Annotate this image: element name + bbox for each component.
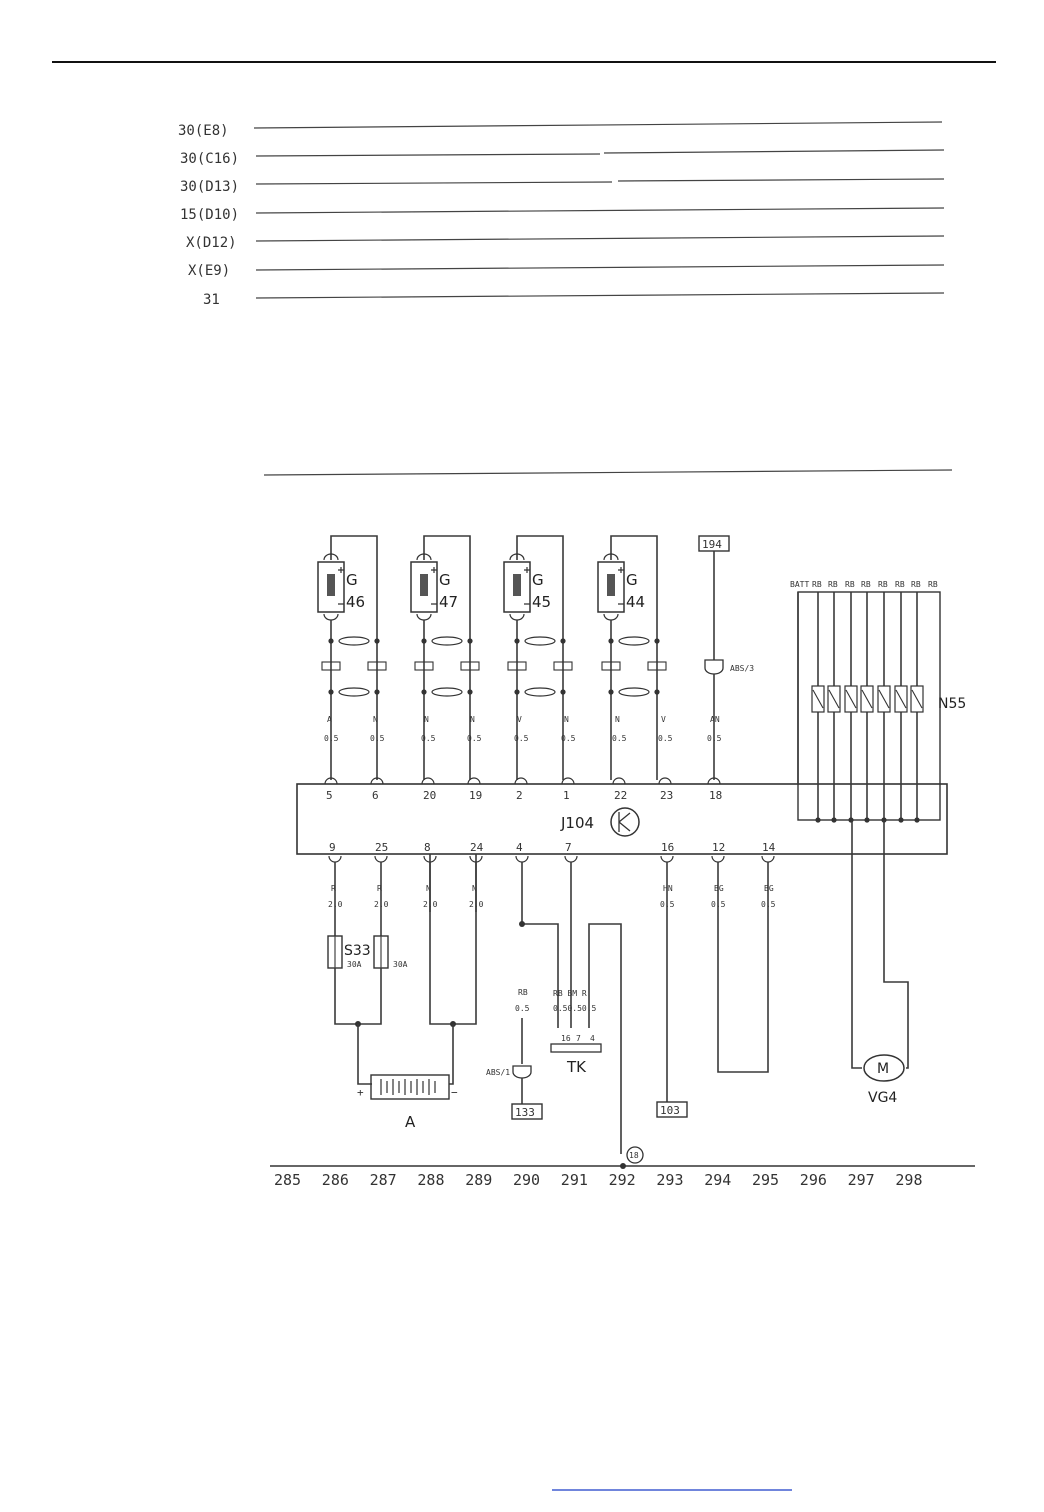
sensor-sign [431, 567, 437, 604]
sensor-number: 44 [626, 593, 646, 611]
column-number: 285 [274, 1171, 302, 1189]
wire-size: 0.5 [561, 734, 576, 743]
wire-size: 0.5 [324, 734, 339, 743]
bg-loop-wire [718, 912, 768, 1072]
pin-connector-icon [565, 856, 577, 862]
column-number: 293 [656, 1171, 684, 1189]
wire-color: R [377, 884, 382, 893]
pin-connector-icon [661, 856, 673, 862]
junction [328, 638, 333, 643]
tk-label: TK [567, 1058, 586, 1076]
pin-number: 19 [469, 789, 483, 802]
wire [884, 820, 908, 1068]
wire-color: V [517, 715, 522, 724]
rail-label-30-e8: 30(E8) [178, 123, 229, 139]
tk-wire-colors: RB BM R [553, 989, 587, 998]
column-number: 290 [513, 1171, 541, 1189]
pin-connector-icon [762, 856, 774, 862]
wire-size: 0.5 [612, 734, 627, 743]
junction [864, 817, 869, 822]
n55-pin-label: RB [861, 580, 871, 589]
junction [519, 921, 525, 927]
wire-size: 2.0 [328, 900, 343, 909]
pin-number: 20 [423, 789, 437, 802]
wire [335, 986, 381, 1024]
sensor-core [607, 574, 615, 596]
battery-label: A [405, 1113, 416, 1131]
tk-pin: 4 [590, 1034, 595, 1043]
wire-color: N [373, 715, 378, 724]
n55-pin-label: RB [895, 580, 905, 589]
wire-size: 2.0 [469, 900, 484, 909]
rail-line [256, 208, 944, 213]
sensor-number: 46 [346, 593, 366, 611]
shield-icon [432, 637, 462, 645]
abs3-connector-icon [705, 660, 723, 674]
fuse-rating: 30A [393, 960, 408, 969]
column-number: 291 [560, 1171, 588, 1189]
wire-color: N [564, 715, 569, 724]
pin-number: 24 [470, 841, 484, 854]
junction [421, 638, 426, 643]
sensor [504, 536, 572, 780]
rail-line [256, 182, 612, 184]
ref-103-label: 103 [660, 1104, 680, 1117]
wire-color: N [426, 884, 431, 893]
sensor-letter: G [532, 571, 544, 589]
motor-label: VG4 [868, 1090, 898, 1106]
column-number: 296 [799, 1171, 827, 1189]
wire-size: 0.5 [370, 734, 385, 743]
junction [608, 638, 613, 643]
shield-icon [525, 637, 555, 645]
shield-icon [619, 637, 649, 645]
rail-label-30-d13: 30(D13) [180, 179, 240, 195]
rail-line [256, 236, 944, 241]
motor-symbol: M [877, 1061, 890, 1077]
column-number: 289 [465, 1171, 493, 1189]
transistor-icon [611, 808, 639, 836]
transistor-icon-lines [619, 812, 630, 832]
junction [848, 817, 853, 822]
wire-color: N [470, 715, 475, 724]
wire-size: 0.5 [514, 734, 529, 743]
upper-wire [658, 715, 673, 802]
n55-pin-label: BATT [790, 580, 810, 589]
pin-number: 16 [661, 841, 675, 854]
wire-color: N [472, 884, 477, 893]
wire-color: HN [663, 884, 673, 893]
junction [374, 638, 379, 643]
pin-connector-icon [659, 778, 671, 784]
rail-label-x-e9: X(E9) [188, 263, 231, 279]
sensor-sign [524, 567, 530, 604]
sensor [318, 536, 386, 780]
column-number: 286 [321, 1171, 349, 1189]
abs3-label: ABS/3 [730, 664, 755, 673]
battery-icon [371, 1075, 449, 1099]
rail-label-x-d12: X(D12) [186, 235, 237, 251]
rail-line [264, 470, 952, 475]
pin-number: 1 [563, 789, 570, 802]
sensor-core [420, 574, 428, 596]
battery-plus: + [357, 1086, 364, 1099]
rail-line [604, 150, 944, 153]
shield-icon [525, 688, 555, 696]
wire-color: RB [518, 988, 528, 997]
sensor-letter: G [626, 571, 638, 589]
shield-icon [619, 688, 649, 696]
fuse-s33 [328, 854, 476, 1084]
wire-size: 0.5 [761, 900, 776, 909]
wire-color: V [661, 715, 666, 724]
rail-label-15-d10: 15(D10) [180, 207, 240, 223]
junction [560, 689, 565, 694]
sensor-letter: G [439, 571, 451, 589]
pin-number: 25 [375, 841, 389, 854]
junction [467, 689, 472, 694]
lower-wire [565, 841, 577, 862]
shield-icon [432, 688, 462, 696]
ecu-upper-wires [324, 715, 722, 802]
pin-connector-icon [375, 856, 387, 862]
wire-size: 0.5 [658, 734, 673, 743]
ref-103-branch [657, 912, 687, 1117]
pin-number: 7 [565, 841, 572, 854]
junction [467, 638, 472, 643]
junction [560, 638, 565, 643]
rail-line [256, 293, 944, 298]
tk-pin: 16 [561, 1034, 571, 1043]
junction [815, 817, 820, 822]
shield-icon [339, 688, 369, 696]
wire-size: 0.5 [660, 900, 675, 909]
wire-color: A [327, 715, 332, 724]
pin-number: 8 [424, 841, 431, 854]
rail-line [256, 154, 600, 156]
junction [328, 689, 333, 694]
junction [914, 817, 919, 822]
abs1-branch [486, 1018, 542, 1119]
column-number: 298 [895, 1171, 923, 1189]
lower-wire [328, 841, 343, 936]
column-numbers [274, 1171, 922, 1189]
fuse-label: S33 [344, 943, 371, 959]
pin-number: 6 [372, 789, 379, 802]
wire [852, 820, 862, 1068]
fuse-rating: 30A [347, 960, 362, 969]
sensor-number: 45 [532, 593, 552, 611]
pin-number: 4 [516, 841, 523, 854]
wheel-speed-sensors [318, 536, 666, 780]
ref-194-label: 194 [702, 538, 722, 551]
rail-line [254, 122, 942, 128]
wire-color: R [331, 884, 336, 893]
junction [831, 817, 836, 822]
n55-pin-label: RB [928, 580, 938, 589]
n55-pin-label: RB [812, 580, 822, 589]
supply-rails [178, 122, 952, 475]
pin-number: 9 [329, 841, 336, 854]
junction [608, 689, 613, 694]
wire-size: 2.0 [423, 900, 438, 909]
pin-number: 5 [326, 789, 333, 802]
column-number: 287 [369, 1171, 397, 1189]
rail-label-31: 31 [203, 292, 220, 308]
pin-number: 12 [712, 841, 726, 854]
n55-label: N55 [938, 696, 967, 712]
wire-size: 0.5 [707, 734, 722, 743]
sensor [598, 536, 666, 780]
wire [335, 968, 381, 986]
motor-vg4 [852, 820, 908, 1106]
wire-size: 0.5 [467, 734, 482, 743]
ecu-label: J104 [561, 814, 595, 832]
abs3-branch [699, 536, 754, 780]
column-number: 292 [608, 1171, 636, 1189]
wire-size: 0.5 [515, 1004, 530, 1013]
sensor-core [513, 574, 521, 596]
column-number: 288 [417, 1171, 445, 1189]
pin-connector-icon [613, 778, 625, 784]
pin-number: 2 [516, 789, 523, 802]
tk-pin: 7 [576, 1034, 581, 1043]
lower-wire [374, 841, 389, 936]
junction [421, 689, 426, 694]
junction [654, 638, 659, 643]
pin-number: 14 [762, 841, 776, 854]
wire-color: BG [714, 884, 724, 893]
battery-minus: − [451, 1086, 458, 1099]
n55-pin-label: RB [828, 580, 838, 589]
shield-icon [339, 637, 369, 645]
rail-label-30-c16: 30(C16) [180, 151, 240, 167]
sensor-letter: G [346, 571, 358, 589]
wire-size: 0.5 [711, 900, 726, 909]
wire-color: AN [710, 715, 720, 724]
sensor-core [327, 574, 335, 596]
wire-size: 0.5 [421, 734, 436, 743]
pin-number: 22 [614, 789, 628, 802]
junction [898, 817, 903, 822]
sensor [411, 536, 479, 780]
battery-cells [381, 1079, 435, 1095]
junction [654, 689, 659, 694]
wire-color: N [424, 715, 429, 724]
pin-connector-icon [712, 856, 724, 862]
junction [514, 689, 519, 694]
lower-wire [761, 841, 776, 912]
column-number: 295 [752, 1171, 780, 1189]
junction [514, 638, 519, 643]
battery-a [357, 1075, 458, 1131]
rail-line [256, 265, 944, 270]
pin-connector-icon [516, 856, 528, 862]
sensor-sign [338, 567, 344, 604]
pin-number: 18 [709, 789, 723, 802]
n55-resistor-pack [790, 580, 966, 823]
junction [374, 689, 379, 694]
rail-line [618, 179, 944, 181]
upper-wire [612, 715, 627, 802]
ecu-lower-wires [328, 841, 776, 1013]
pin-number: 23 [660, 789, 674, 802]
tk-box [551, 1044, 601, 1052]
abs1-connector-icon [513, 1066, 531, 1078]
wire-color: BG [764, 884, 774, 893]
column-number: 294 [704, 1171, 732, 1189]
n55-pin-label: RB [911, 580, 921, 589]
wire-size: 2.0 [374, 900, 389, 909]
ref-133-label: 133 [515, 1106, 535, 1119]
lower-wire [660, 841, 675, 912]
upper-wire [514, 715, 529, 802]
column-number: 297 [847, 1171, 875, 1189]
wire [430, 854, 476, 1024]
n55-pin-label: RB [845, 580, 855, 589]
lower-wire [711, 841, 726, 912]
pin-connector-icon [329, 856, 341, 862]
wire-color: N [615, 715, 620, 724]
abs1-label: ABS/1 [486, 1068, 511, 1077]
sensor-number: 47 [439, 593, 459, 611]
sensor-sign [618, 567, 624, 604]
ground-ref-label: 18 [629, 1151, 639, 1160]
tk-wire-sizes: 0.50.50.5 [553, 1004, 597, 1013]
n55-pin-label: RB [878, 580, 888, 589]
